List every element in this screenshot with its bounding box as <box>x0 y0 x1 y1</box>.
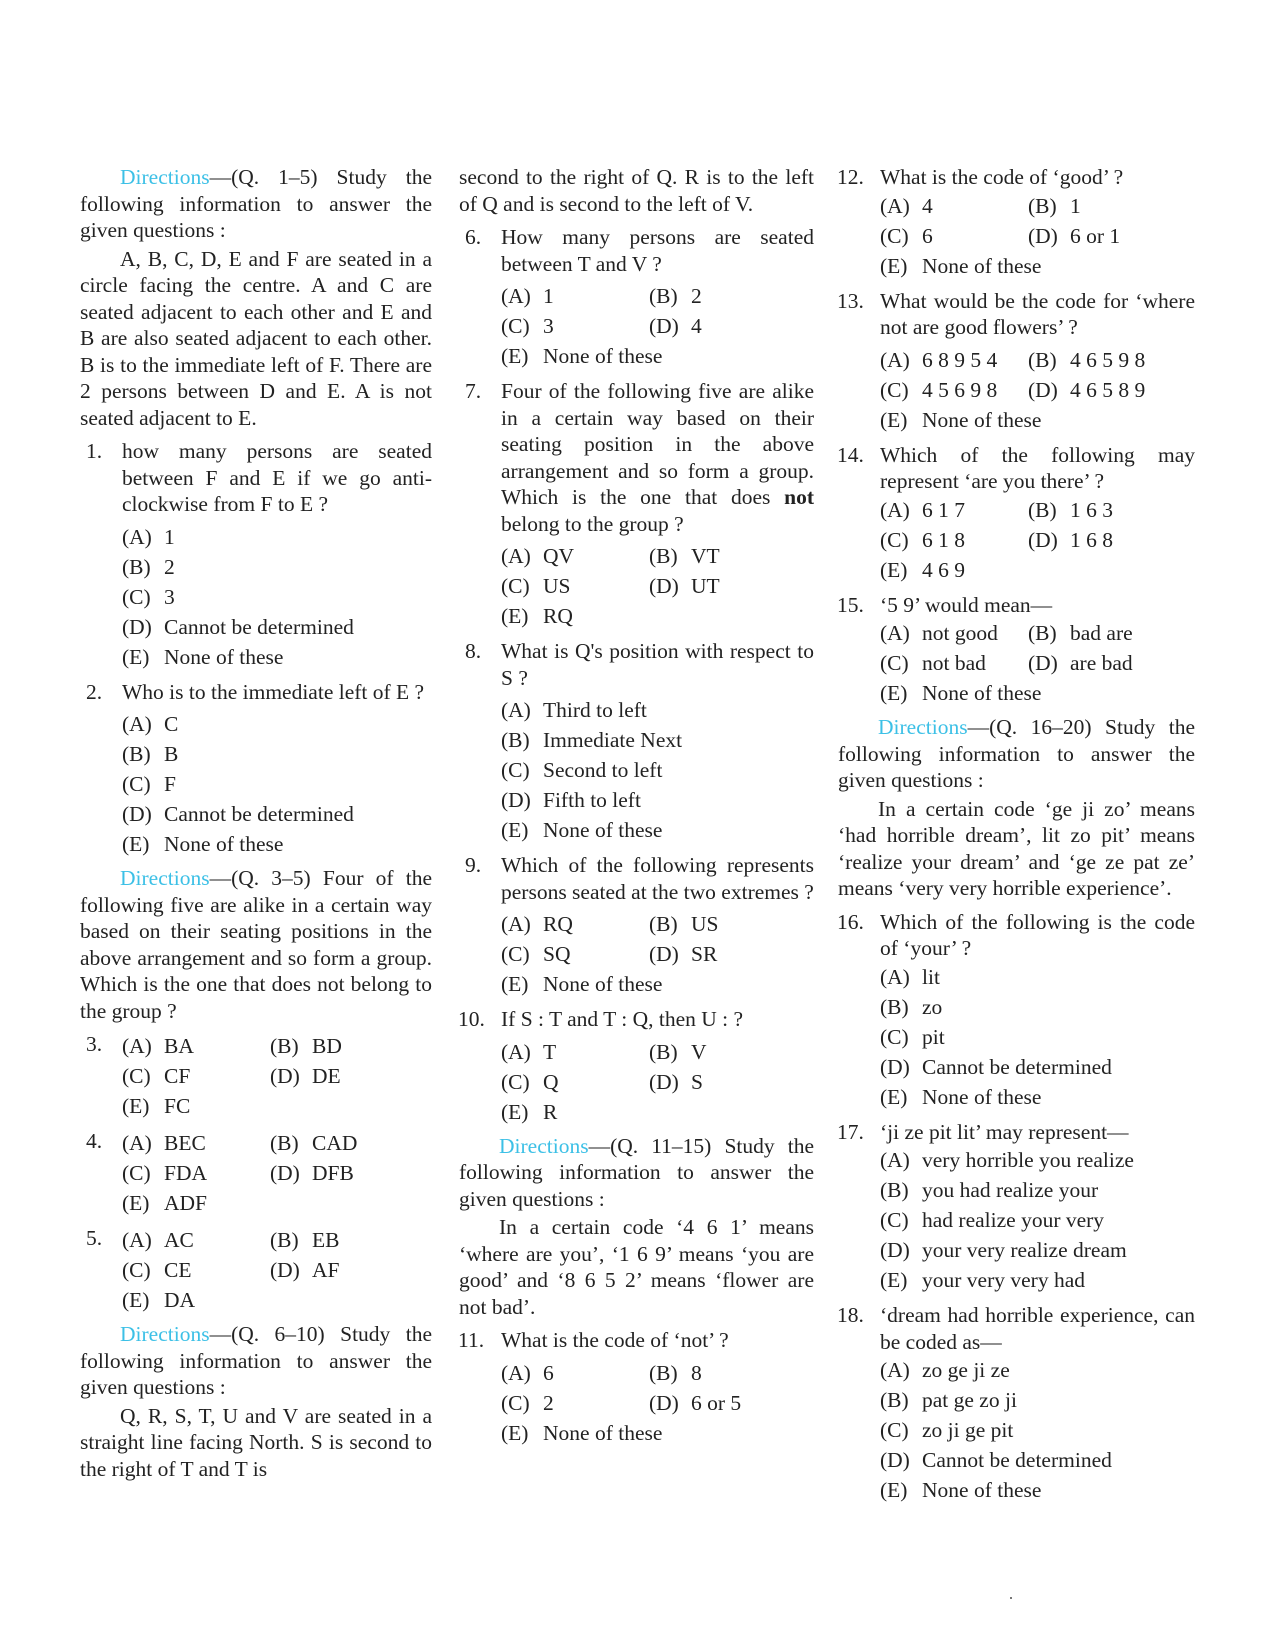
question-text: Which of the following may represent ‘are you there’ ? <box>880 442 1195 493</box>
option-e[interactable]: (E) None of these <box>880 253 1042 278</box>
options <box>501 541 814 631</box>
options <box>501 909 814 999</box>
question-number: 18. <box>837 1303 864 1327</box>
option-a[interactable]: (A) QV <box>501 544 575 568</box>
option-c[interactable]: (C) 4 5 6 9 8 <box>880 377 998 402</box>
options <box>501 1037 814 1127</box>
directions-q11-15 <box>459 1133 814 1213</box>
option-d[interactable]: (D) UT <box>649 574 720 598</box>
question-number: 15. <box>837 592 864 617</box>
option-d[interactable]: (D) DFB <box>270 1161 354 1185</box>
question-number: 1. <box>86 439 103 463</box>
info-paragraph-continued: second to the right of Q. R is to the left of Q and is second to the left of V. <box>459 165 814 216</box>
directions-label: Directions <box>120 1322 210 1346</box>
directions-q6-10 <box>80 1321 432 1401</box>
options <box>880 1355 1195 1505</box>
directions-text: —(Q. 11–15) Study the following information to answer the given questions : <box>459 1133 814 1211</box>
option-e[interactable]: (E) None of these <box>122 644 284 669</box>
option-e[interactable]: (E) R <box>501 1099 558 1124</box>
option-c[interactable]: (C) not bad <box>880 651 986 675</box>
question-number: 14. <box>837 442 864 467</box>
option-d[interactable]: (D) S <box>649 1069 703 1094</box>
options <box>880 495 1195 585</box>
option-d[interactable]: (D) are bad <box>1028 651 1133 675</box>
option-e[interactable]: (E) None of these <box>880 681 1042 705</box>
option-e[interactable]: (E) None of these <box>122 832 284 856</box>
option-a[interactable]: (A) 6 <box>501 1360 554 1385</box>
question-text: ‘5 9’ would mean— <box>880 592 1053 617</box>
question-number: 7. <box>465 379 482 403</box>
option-b[interactable]: (B) Immediate Next <box>501 728 683 752</box>
option-c[interactable]: (C) US <box>501 574 571 598</box>
directions-text: —(Q. 1–5) Study the following information to answer the given questions : <box>80 165 432 242</box>
option-d[interactable]: (D) Cannot be determined <box>122 802 354 826</box>
directions-label: Directions <box>120 866 210 890</box>
option-b[interactable]: (B) you had realize your <box>880 1178 1099 1202</box>
options <box>122 1128 432 1218</box>
option-a[interactable]: (A) 4 <box>880 193 933 218</box>
directions-text: —(Q. 16–20) Study the following information to answer the given questions : <box>838 715 1195 792</box>
question-11 <box>459 1327 814 1448</box>
options <box>501 1358 814 1448</box>
options <box>880 962 1195 1112</box>
question-number: 3. <box>86 1032 103 1056</box>
option-b[interactable]: (B) EB <box>270 1228 340 1252</box>
option-c[interactable]: (C) CE <box>122 1258 192 1282</box>
question-number: 16. <box>837 909 864 934</box>
question-number: 11. <box>458 1328 485 1352</box>
option-a[interactable]: (A) 1 <box>501 284 554 308</box>
option-d[interactable]: (D) 6 or 5 <box>649 1390 742 1415</box>
directions-text: —(Q. 3–5) Four of the following five are alike in a certain way based on their seating positions in the above arrangement and so form a group. Which is the one that does not belong to the group ? <box>80 866 432 1023</box>
option-d[interactable]: (D) DE <box>270 1064 341 1088</box>
question-number: 6. <box>465 225 482 249</box>
question-text: Which of the following is the code of ‘your’ ? <box>880 909 1195 960</box>
option-e[interactable]: (E) None of these <box>501 344 663 368</box>
info-paragraph-code-2: In a certain code ‘ge ji zo’ means ‘had horrible dream’, lit zo pit’ means ‘realize your dream’ and ‘ge ze pat ze’ means ‘very very horrible experience’. <box>838 796 1195 900</box>
option-a[interactable]: (A) BEC <box>122 1131 206 1155</box>
option-a[interactable]: (A) lit <box>880 964 940 989</box>
options <box>880 618 1195 708</box>
directions-label: Directions <box>120 165 210 189</box>
info-paragraph-code: In a certain code ‘4 6 1’ means ‘where are you’, ‘1 6 9’ means ‘you are good’ and ‘8 6 5 2’ means ‘flower are not bad’. <box>459 1215 814 1319</box>
options <box>122 709 432 859</box>
question-text: What would be the code for ‘where not are good flowers’ ? <box>880 288 1195 339</box>
option-e[interactable]: (E) ADF <box>122 1191 208 1215</box>
option-a[interactable]: (A) 1 <box>122 524 175 549</box>
options <box>880 345 1195 435</box>
question-number: 5. <box>86 1226 103 1250</box>
question-text: Four of the following five are alike in a certain way based on their seating position in the above arrangement and so form a group. Which is the one that does not belong to the group ? <box>501 379 814 536</box>
question-6 <box>459 224 814 371</box>
question-number: 10. <box>458 1007 485 1031</box>
option-d[interactable]: (D) 4 <box>649 314 702 338</box>
option-c[interactable]: (C) 6 1 8 <box>880 527 965 552</box>
option-a[interactable]: (A) 6 8 9 5 4 <box>880 347 998 372</box>
option-c[interactable]: (C) pit <box>880 1024 945 1049</box>
options <box>501 281 814 371</box>
option-b[interactable]: (B) 4 6 5 9 8 <box>1028 347 1146 372</box>
option-a[interactable]: (A) C <box>122 712 179 736</box>
option-c[interactable]: (C) 3 <box>122 584 175 609</box>
options <box>880 191 1195 281</box>
option-d[interactable]: (D) Cannot be determined <box>122 614 354 639</box>
question-10 <box>459 1006 814 1127</box>
question-7 <box>459 378 814 631</box>
options <box>501 695 814 845</box>
question-16 <box>838 909 1195 1112</box>
directions-q16-20 <box>838 714 1195 794</box>
option-a[interactable]: (A) 6 1 7 <box>880 497 965 522</box>
option-b[interactable]: (B) VT <box>649 544 720 568</box>
question-2 <box>80 679 432 860</box>
option-e[interactable]: (E) your very very had <box>880 1268 1085 1292</box>
question-number: 4. <box>86 1129 103 1153</box>
question-14 <box>838 442 1195 585</box>
question-text: ‘ji ze pit lit’ may represent— <box>880 1119 1129 1144</box>
option-b[interactable]: (B) CAD <box>270 1131 358 1155</box>
option-e[interactable]: (E) FC <box>122 1094 191 1118</box>
option-d[interactable]: (D) 6 or 1 <box>1028 223 1121 248</box>
directions-q3-5 <box>80 865 432 1024</box>
option-e[interactable]: (E) RQ <box>501 604 573 628</box>
option-b[interactable]: (B) 1 6 3 <box>1028 497 1113 522</box>
question-text: What is the code of ‘good’ ? <box>880 165 1124 189</box>
question-text: What is the code of ‘not’ ? <box>501 1328 729 1352</box>
directions-label: Directions <box>499 1133 589 1158</box>
option-b[interactable]: (B) BD <box>270 1034 342 1058</box>
options <box>122 1031 432 1121</box>
option-a[interactable]: (A) RQ <box>501 912 573 936</box>
question-3 <box>80 1031 432 1121</box>
option-d[interactable]: (D) your very realize dream <box>880 1238 1127 1262</box>
directions-q1-5 <box>80 164 432 244</box>
question-number: 17. <box>837 1119 864 1144</box>
option-e[interactable]: (E) None of these <box>501 972 663 996</box>
option-e[interactable]: (E) None of these <box>880 1478 1042 1502</box>
question-text: If S : T and T : Q, then U : ? <box>501 1007 744 1031</box>
option-a[interactable]: (A) zo ge ji ze <box>880 1358 1010 1382</box>
options <box>122 522 432 672</box>
option-e[interactable]: (E) None of these <box>501 1420 663 1445</box>
option-d[interactable]: (D) Cannot be determined <box>880 1448 1112 1472</box>
option-b[interactable]: (B) bad are <box>1028 621 1133 645</box>
option-b[interactable]: (B) B <box>122 742 179 766</box>
option-d[interactable]: (D) SR <box>649 942 718 966</box>
question-18 <box>838 1302 1195 1505</box>
option-e[interactable]: (E) None of these <box>880 407 1042 432</box>
option-c[interactable]: (C) F <box>122 772 176 796</box>
question-8 <box>459 638 814 845</box>
option-b[interactable]: (B) V <box>649 1039 707 1064</box>
question-5 <box>80 1225 432 1315</box>
option-c[interactable]: (C) SQ <box>501 942 571 966</box>
question-text: Which of the following represents persons seated at the two extremes ? <box>501 853 814 904</box>
option-b[interactable]: (B) US <box>649 912 719 936</box>
question-text: What is Q's position with respect to S ? <box>501 639 814 690</box>
stray-dot <box>1010 1597 1012 1599</box>
question-text: how many persons are seated between F and E if we go anti-clockwise from F to E ? <box>122 439 432 516</box>
option-b[interactable]: (B) 1 <box>1028 193 1081 218</box>
option-c[interactable]: (C) 2 <box>501 1390 554 1415</box>
directions-label: Directions <box>878 715 968 739</box>
option-d[interactable]: (D) 1 6 8 <box>1028 527 1113 552</box>
question-17 <box>838 1119 1195 1296</box>
option-e[interactable]: (E) 4 6 9 <box>880 557 965 582</box>
question-4 <box>80 1128 432 1218</box>
column-1 <box>80 164 432 1484</box>
option-a[interactable]: (A) BA <box>122 1034 194 1058</box>
option-c[interactable]: (C) Q <box>501 1069 559 1094</box>
question-number: 2. <box>86 679 103 704</box>
question-number: 13. <box>837 288 864 313</box>
option-a[interactable]: (A) AC <box>122 1228 194 1252</box>
question-text: Who is to the immediate left of E ? <box>122 679 425 704</box>
option-e[interactable]: (E) None of these <box>880 1084 1042 1109</box>
option-b[interactable]: (B) pat ge zo ji <box>880 1388 1017 1412</box>
option-a[interactable]: (A) T <box>501 1039 557 1064</box>
option-b[interactable]: (B) 2 <box>122 554 175 579</box>
question-text: ‘dream had horrible experience, can be coded as— <box>880 1303 1195 1354</box>
option-d[interactable]: (D) Cannot be determined <box>880 1054 1112 1079</box>
question-15 <box>838 592 1195 709</box>
option-d[interactable]: (D) AF <box>270 1258 340 1282</box>
info-paragraph-circle: A, B, C, D, E and F are seated in a circle facing the centre. A and C are seated adjacent to each other and E and B are also seated adjacent to each other. B is to the immediate left of F. There are 2 persons between D and E. A is not seated adjacent to E. <box>80 246 432 430</box>
option-d[interactable]: (D) 4 6 5 8 9 <box>1028 377 1146 402</box>
option-c[interactable]: (C) Second to left <box>501 758 663 782</box>
option-e[interactable]: (E) DA <box>122 1288 196 1312</box>
option-c[interactable]: (C) FDA <box>122 1161 208 1185</box>
option-c[interactable]: (C) 3 <box>501 314 554 338</box>
option-c[interactable]: (C) zo ji ge pit <box>880 1418 1014 1442</box>
question-number: 12. <box>837 165 864 189</box>
option-c[interactable]: (C) CF <box>122 1064 191 1088</box>
column-2 <box>459 164 814 1448</box>
options <box>880 1145 1195 1295</box>
option-b[interactable]: (B) 2 <box>649 284 702 308</box>
question-12 <box>838 164 1195 281</box>
options <box>122 1225 432 1315</box>
column-3 <box>838 164 1195 1505</box>
question-number: 9. <box>465 853 482 877</box>
option-a[interactable]: (A) Third to left <box>501 698 647 722</box>
question-number: 8. <box>465 639 482 663</box>
question-1 <box>80 438 432 672</box>
option-b[interactable]: (B) 8 <box>649 1360 702 1385</box>
option-a[interactable]: (A) very horrible you realize <box>880 1148 1134 1172</box>
info-paragraph-line: Q, R, S, T, U and V are seated in a straight line facing North. S is second to the right of T and T is <box>80 1403 432 1481</box>
question-13 <box>838 288 1195 435</box>
question-text: How many persons are seated between T and V ? <box>501 225 814 276</box>
option-c[interactable]: (C) had realize your very <box>880 1208 1105 1232</box>
option-e[interactable]: (E) None of these <box>501 818 663 842</box>
question-9 <box>459 852 814 999</box>
directions-text: —(Q. 6–10) Study the following information to answer the given questions : <box>80 1322 432 1399</box>
option-b[interactable]: (B) zo <box>880 994 943 1019</box>
option-a[interactable]: (A) not good <box>880 621 998 645</box>
option-d[interactable]: (D) Fifth to left <box>501 788 641 812</box>
option-c[interactable]: (C) 6 <box>880 223 933 248</box>
